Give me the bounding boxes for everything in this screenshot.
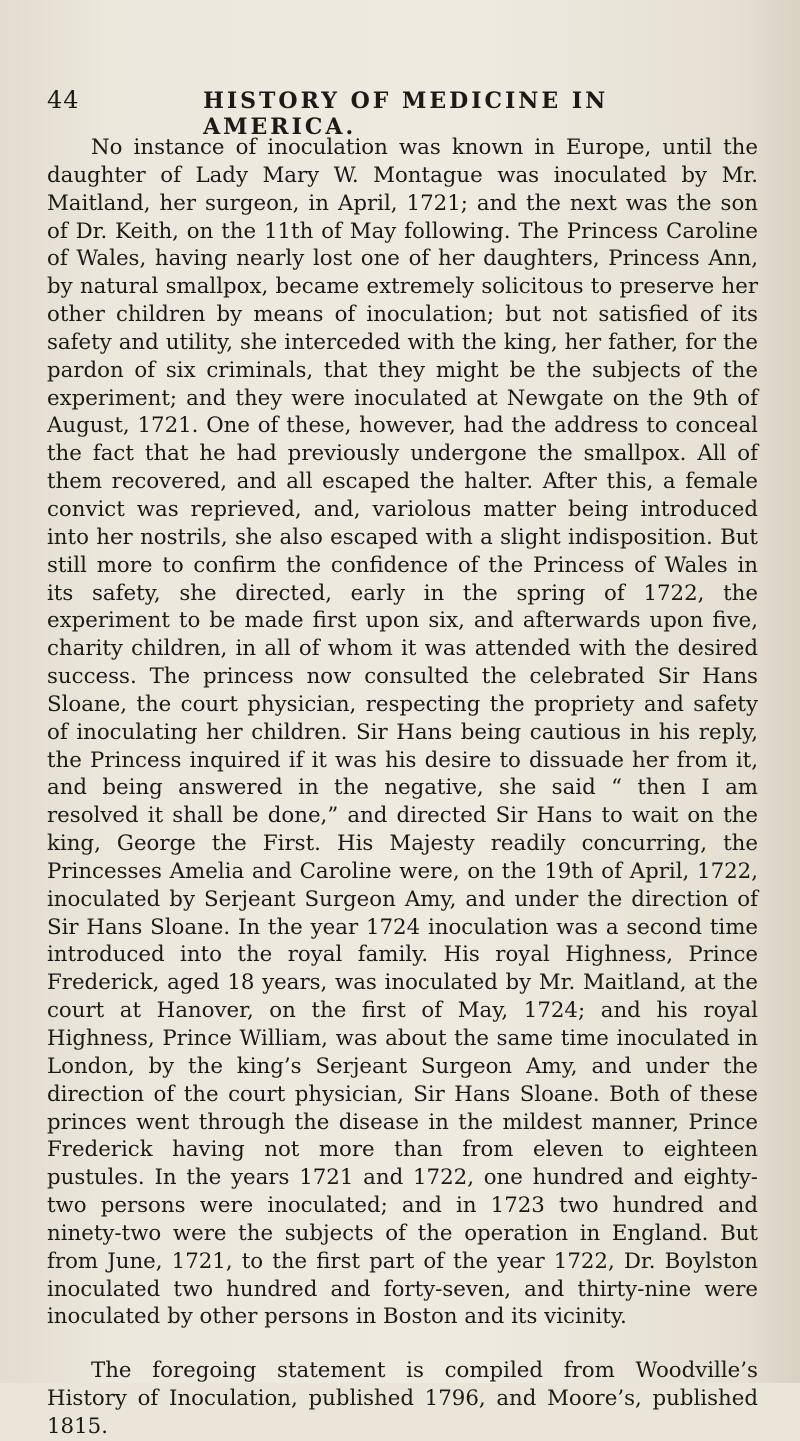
page-header — [47, 86, 758, 140]
running-head: HISTORY OF MEDICINE IN AMERICA. — [203, 88, 609, 140]
paragraph-spacer — [47, 1331, 758, 1357]
source-note-paragraph: The foregoing statement is compiled from Woodville’s History of Inoculation, published 1796, and Moore’s, published 1815. — [47, 1358, 758, 1439]
page-number: 44 — [47, 86, 80, 114]
main-paragraph: No instance of inoculation was known in Europe, until the daughter of Lady Mary W. Montague was inoculated by Mr. Maitland, her surgeon, in April, 1721; and the next was the son of Dr. Keith, on the 11th of May following. The Princess Caroline of Wales, having nearly lost one of her daughters, Princess Ann, by natural smallpox, became extremely solicitous to preserve her other children by means of inoculation; but not satisfied of its safety and utility, she interceded with the king, her father, for the pardon of six criminals, that they might be the subjects of the experiment; and they were inoculated at Newgate on the 9th of August, 1721. One of these, however, had the address to conceal the fact that he had previously undergone the smallpox. All of them recovered, and all escaped the halter. After this, a female convict was reprieved, and, variolous matter being introduced into her nostrils, she also escaped with a slight indisposition. But still more to confirm the confidence of the Princess of Wales in its safety, she directed, early in the spring of 1722, the experiment to be made first upon six, and afterwards upon five, charity children, in all of whom it was attended with the desired success. The princess now consulted the celebrated Sir Hans Sloane, the court physician, respecting the propriety and safety of inoculating her children. Sir Hans being cautious in his reply, the Princess inquired if it was his desire to dissuade her from it, and being answered in the negative, she said “ then I am resolved it shall be done,” and directed Sir Hans to wait on the king, George the First. His Majesty readily concurring, the Princesses Amelia and Caroline were, on the 19th of April, 1722, inoculated by Serjeant Surgeon Amy, and under the direction of Sir Hans Sloane. In the year 1724 inoculation was a second time introduced into the royal family. His royal Highness, Prince Frederick, aged 18 years, was inoculated by Mr. Maitland, at the court at Hanover, on the first of May, 1724; and his royal Highness, Prince William, was about the same time inoculated in London, by the king’s Serjeant Surgeon Amy, and under the direction of the court physician, Sir Hans Sloane. Both of these princes went through the disease in the mildest manner, Prince Frederick having not more than from eleven to eighteen pustules. In the years 1721 and 1722, one hundred and eighty-two persons were inoculated; and in 1723 two hundred and ninety-two were the subjects of the operation in England. But from June, 1721, to the first part of the year 1722, Dr. Boylston inoculated two hundred and forty-seven, and thirty-nine were inoculated by other persons in Boston and its vicinity. — [47, 135, 758, 1330]
